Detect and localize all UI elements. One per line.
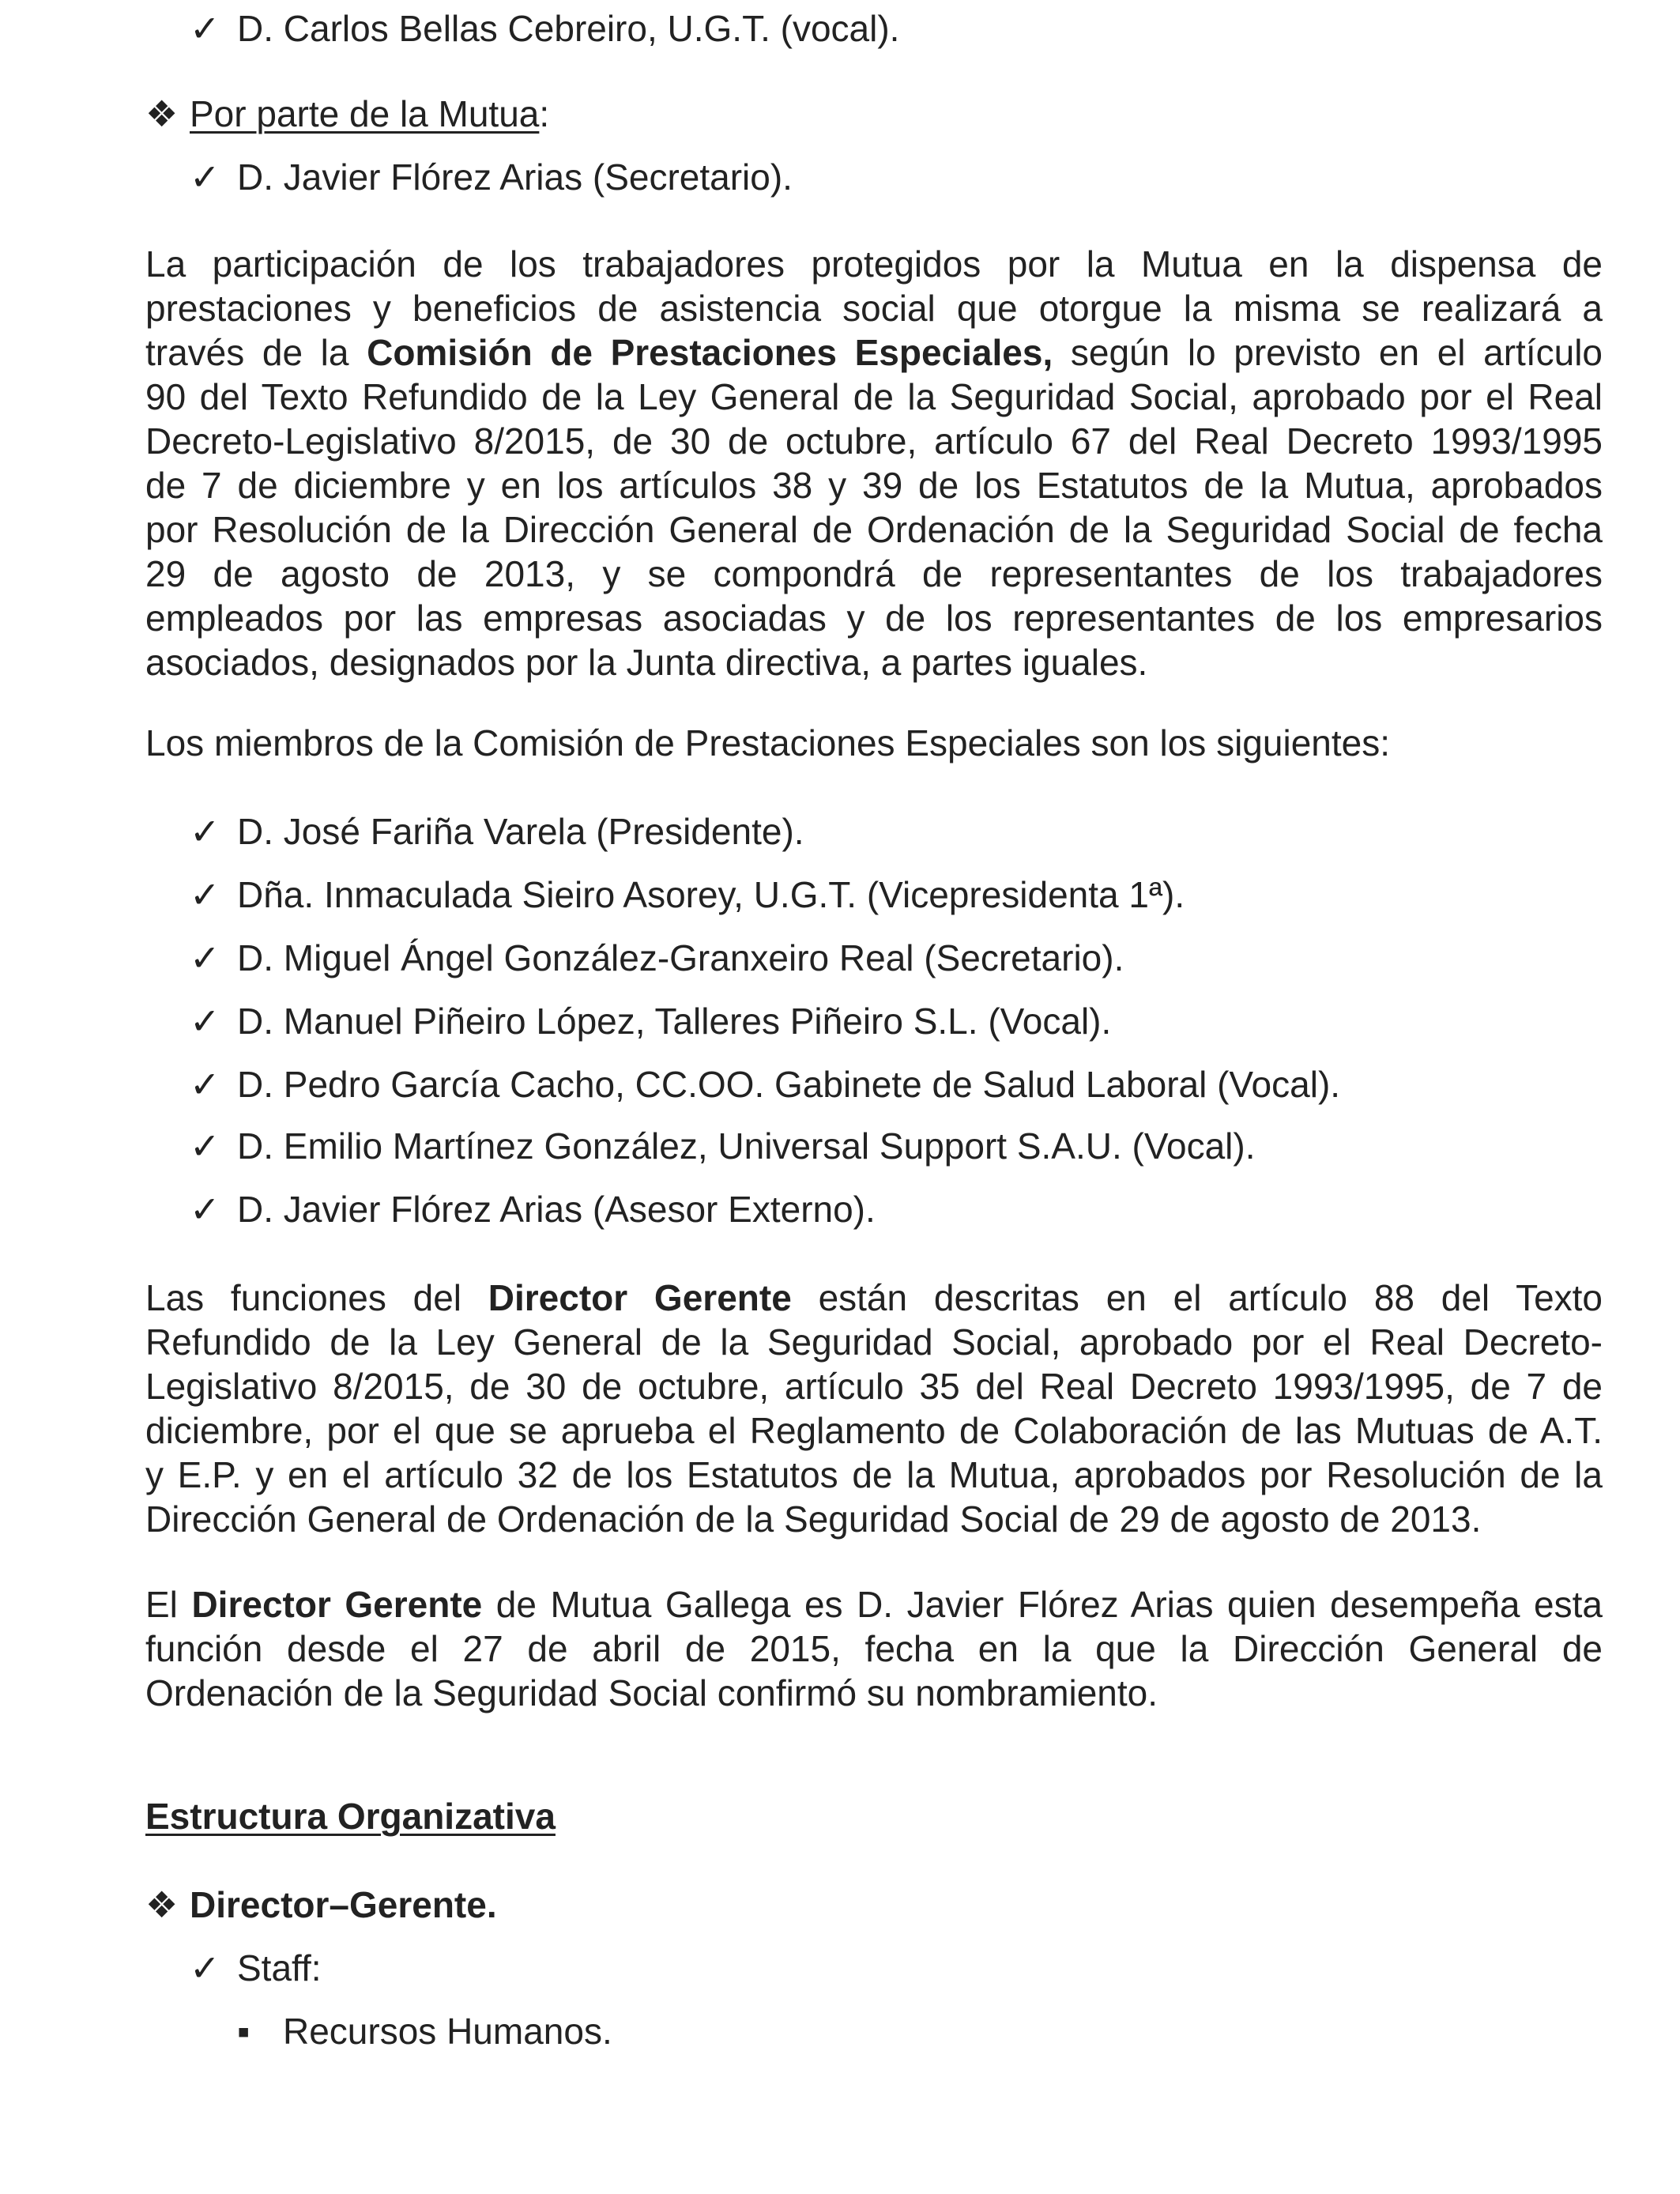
paragraph-line: prestaciones y beneficios de asistencia social que otorgue la misma se realizará a [145, 288, 1603, 329]
member-item [190, 873, 1185, 917]
check-icon: ✓ [190, 1125, 220, 1167]
paragraph-line: diciembre, por el que se aprueba el Reglamento de Colaboración de las Mutuas de A.T. [145, 1410, 1603, 1451]
member-text: D. José Fariña Varela (Presidente). [237, 811, 804, 852]
check-icon: ✓ [190, 156, 220, 198]
text-segment: según lo previsto en el artículo [1053, 332, 1603, 373]
staff-subitem [237, 2009, 612, 2053]
paragraph-line: Dirección General de Ordenación de la Seguridad Social de 29 de agosto de 2013. [145, 1498, 1482, 1540]
paragraph-line: Refundido de la Ley General de la Seguridad Social, aprobado por el Real Decreto- [145, 1321, 1603, 1363]
check-icon: ✓ [190, 811, 220, 852]
heading-colon: : [539, 93, 550, 134]
paragraph-line: de 7 de diciembre y en los artículos 38 y 39 de los Estatutos de la Mutua, aprobados [145, 465, 1603, 506]
director-heading-text: Director–Gerente. [190, 1884, 497, 1925]
paragraph-line: empleados por las empresas asociadas y de los representantes de los empresarios [145, 598, 1603, 639]
check-icon: ✓ [190, 8, 220, 49]
text-segment: Las funciones del [145, 1277, 488, 1318]
paragraph-line [145, 1276, 1603, 1320]
commission-name: Comisión de Prestaciones Especiales, [367, 332, 1053, 373]
check-icon: ✓ [190, 1064, 220, 1105]
staff-subitem-text: Recursos Humanos. [283, 2011, 612, 2052]
member-text: D. Emilio Martínez González, Universal Support S.A.U. (Vocal). [237, 1125, 1256, 1167]
section-heading-text: Por parte de la Mutua [190, 93, 540, 134]
members-intro: Los miembros de la Comisión de Prestaciones Especiales son los siguientes: [145, 722, 1391, 763]
square-bullet-icon: ▪ [237, 2011, 250, 2052]
paragraph-line: asociados, designados por la Junta directiva, a partes iguales. [145, 642, 1148, 683]
director-gerente-bold: Director Gerente [488, 1277, 792, 1318]
diamond-bullet-icon: ❖ [145, 93, 179, 134]
section-heading-mutua [145, 92, 549, 136]
paragraph-line: por Resolución de la Dirección General de Ordenación de la Seguridad Social de fecha [145, 509, 1603, 550]
text-segment: están descritas en el artículo 88 del Texto [791, 1277, 1603, 1318]
member-item [190, 936, 1124, 980]
check-icon: ✓ [190, 1189, 220, 1230]
list-item-text: D. Carlos Bellas Cebreiro, U.G.T. (vocal). [237, 8, 900, 49]
check-icon: ✓ [190, 874, 220, 915]
paragraph-participation [145, 242, 1603, 684]
paragraph-line: Decreto-Legislativo 8/2015, de 30 de octubre, artículo 67 del Real Decreto 1993/1995 [145, 420, 1603, 462]
check-icon: ✓ [190, 937, 220, 978]
paragraph-line: 29 de agosto de 2013, y se compondrá de representantes de los trabajadores [145, 553, 1603, 594]
paragraph-line: Legislativo 8/2015, de 30 de octubre, artículo 35 del Real Decreto 1993/1995, de 7 de [145, 1366, 1603, 1407]
paragraph-director-functions [145, 1276, 1603, 1541]
check-icon: ✓ [190, 1947, 220, 1989]
text-segment: de Mutua Gallega es D. Javier Flórez Arias quien desempeña esta [482, 1584, 1603, 1625]
text-segment: través de la [145, 332, 367, 373]
diamond-bullet-icon: ❖ [145, 1884, 179, 1925]
paragraph-line: función desde el 27 de abril de 2015, fecha en la que la Dirección General de [145, 1628, 1603, 1669]
paragraph-director-name [145, 1582, 1603, 1715]
director-heading [145, 1883, 497, 1927]
member-text: D. Manuel Piñeiro López, Talleres Piñeiro S.L. (Vocal). [237, 1001, 1112, 1042]
paragraph-line [145, 330, 1603, 375]
member-item [190, 1187, 876, 1231]
paragraph-line: La participación de los trabajadores protegidos por la Mutua en la dispensa de [145, 243, 1603, 285]
list-item-text: D. Javier Flórez Arias (Secretario). [237, 156, 793, 198]
member-item [190, 999, 1111, 1043]
check-icon: ✓ [190, 1001, 220, 1042]
list-item [190, 6, 899, 51]
member-item [190, 1124, 1255, 1168]
director-gerente-bold: Director Gerente [191, 1584, 483, 1625]
section-title-structure: Estructura Organizativa [145, 1796, 556, 1837]
staff-text: Staff: [237, 1947, 322, 1989]
paragraph-line [145, 1582, 1603, 1627]
member-text: D. Javier Flórez Arias (Asesor Externo). [237, 1189, 876, 1230]
member-text: D. Miguel Ángel González-Granxeiro Real (Secretario). [237, 937, 1124, 978]
list-item [190, 155, 793, 199]
member-item [190, 1062, 1340, 1106]
paragraph-line: Ordenación de la Seguridad Social confirmó su nombramiento. [145, 1672, 1158, 1713]
paragraph-line: 90 del Texto Refundido de la Ley General de la Seguridad Social, aprobado por el Real [145, 376, 1603, 417]
member-text: Dña. Inmaculada Sieiro Asorey, U.G.T. (Vicepresidenta 1ª). [237, 874, 1185, 915]
member-item [190, 809, 804, 854]
member-text: D. Pedro García Cacho, CC.OO. Gabinete de Salud Laboral (Vocal). [237, 1064, 1341, 1105]
text-segment: El [145, 1584, 192, 1625]
staff-item [190, 1946, 322, 1990]
paragraph-line: y E.P. y en el artículo 32 de los Estatutos de la Mutua, aprobados por Resolución de la [145, 1454, 1603, 1495]
